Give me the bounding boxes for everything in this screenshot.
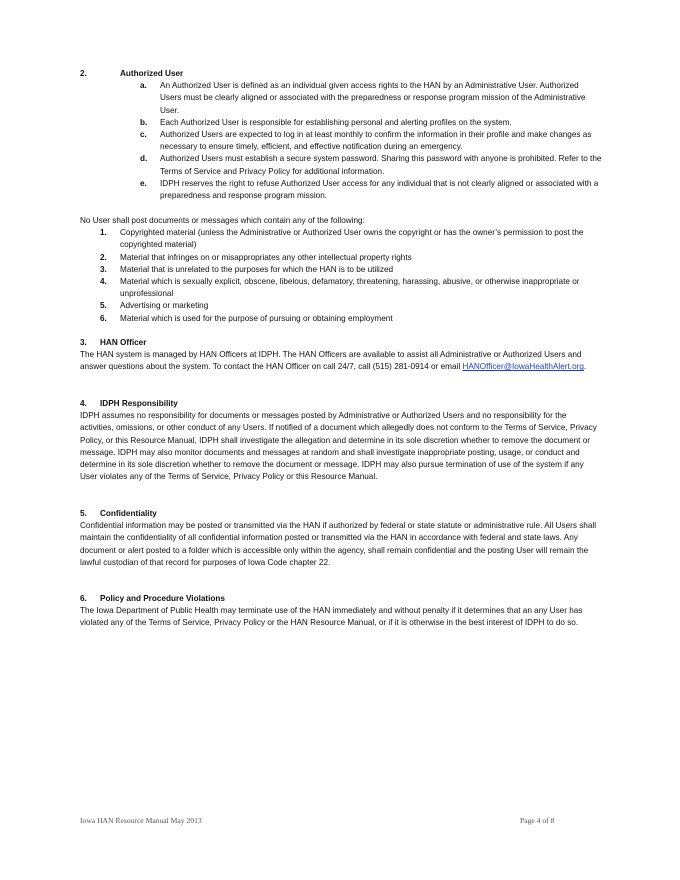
item-text: Authorized Users must establish a secure system password. Sharing this password with anyone is prohibited. Refer to the Terms of Service and Privacy Policy for additional information. xyxy=(160,154,602,176)
item-text: Material that infringes on or misappropriates any other intellectual property rights xyxy=(120,252,412,262)
item-text: Material that is unrelated to the purposes for which the HAN is to be utilized xyxy=(120,264,394,274)
sentence-end: . xyxy=(583,362,587,372)
section-heading xyxy=(80,593,602,605)
section-title: Confidentiality xyxy=(100,509,157,518)
list-item xyxy=(80,80,602,117)
list-item xyxy=(80,227,602,251)
footer-title: Iowa HAN Resource Manual May 2013 xyxy=(80,816,202,825)
section-confidentiality xyxy=(80,508,602,569)
section-policy-violations xyxy=(80,593,602,630)
list-item xyxy=(80,252,602,264)
list-item xyxy=(80,264,602,276)
section-heading xyxy=(80,398,602,410)
item-text: Authorized Users are expected to log in at least monthly to confirm the information in their profile and make changes as necessary to ensure timely, efficient, and effective notification during an emergency. xyxy=(160,130,592,152)
list-item xyxy=(80,129,602,153)
section-idph-responsibility xyxy=(80,398,602,483)
section-han-officer xyxy=(80,337,602,374)
list-item xyxy=(80,313,602,325)
section-body xyxy=(80,349,602,373)
list-item xyxy=(80,178,602,202)
prohibited-intro: No User shall post documents or messages which contain any of the following: xyxy=(80,216,365,225)
section-title: HAN Officer xyxy=(100,338,147,347)
item-label: 1. xyxy=(100,228,107,238)
section-body: Confidential information may be posted or transmitted via the HAN if authorized by federal or state statute or administrative rule. All Users shall maintain the confidentiality of all confidential information posted or transmitted via the HAN in accordance with federal and state laws. Any document or alert posted to a folder which is accessible only within the agency, shall remain confidential and the posting User will remain the lawful custodian of that record for purposes of Iowa Code chapter 22. xyxy=(80,521,597,567)
footer-page-number: Page 4 of 8 xyxy=(520,816,555,825)
section-number: 4. xyxy=(80,399,87,408)
item-label: c. xyxy=(140,130,147,140)
item-text: IDPH reserves the right to refuse Authorized User access for any individual that is not clearly aligned or associated with a preparedness and response program mission. xyxy=(160,178,599,201)
list-item xyxy=(80,117,602,129)
section-heading xyxy=(80,508,602,520)
section-heading xyxy=(80,68,602,80)
list-item xyxy=(80,300,602,312)
item-label: 5. xyxy=(100,301,107,311)
item-text: Material which is sexually explicit, obscene, libelous, defamatory, threatening, harassing, abusive, or otherwise inappropriate or unprofessional xyxy=(120,277,580,299)
section-number: 2. xyxy=(80,69,87,78)
section-title: Authorized User xyxy=(120,69,184,78)
han-officer-email-link[interactable]: HANOfficer@IowaHealthAlert.org xyxy=(462,362,584,372)
item-text: Material which is used for the purpose of pursuing or obtaining employment xyxy=(120,313,393,323)
section-body: IDPH assumes no responsibility for documents or messages posted by Administrative or Authorized Users and no responsibility for the activities, omissions, or other conduct of any Users. If notified of a document which allegedly does not conform to the Terms of Service, Privacy Policy, or this Resource Manual, IDPH shall investigate the allegation and determine in its sole discretion whether to remove the document or message. IDPH may also monitor documents and messages at random and shall investigate inappropriate posting, usage, or conduct and determine in its sole discretion whether to remove the document or message. IDPH may also pursue termination of use of the system if any User violates any of the Terms of Service, Privacy Policy or this Resource Manual. xyxy=(80,411,597,482)
item-text: Each Authorized User is responsible for establishing personal and alerting profiles on the system. xyxy=(160,117,512,127)
item-text: Advertising or marketing xyxy=(120,301,209,311)
section-number: 5. xyxy=(80,509,87,518)
section-heading xyxy=(80,337,602,349)
prohibited-content xyxy=(80,215,602,325)
section-number: 3. xyxy=(80,338,87,347)
item-label: 3. xyxy=(100,264,107,274)
item-label: 2. xyxy=(100,252,107,262)
section-title: Policy and Procedure Violations xyxy=(100,594,225,603)
item-label: d. xyxy=(140,154,148,164)
list-item xyxy=(80,153,602,177)
item-label: e. xyxy=(140,178,147,188)
item-label: 4. xyxy=(100,277,107,287)
section-title: IDPH Responsibility xyxy=(100,399,178,408)
item-label: 6. xyxy=(100,313,107,323)
item-text: Copyrighted material (unless the Administrative or Authorized User owns the copyright or has the owner’s permission to post the copyrighted material) xyxy=(120,228,584,250)
list-item xyxy=(80,276,602,300)
item-label: a. xyxy=(140,81,147,91)
section-authorized-user xyxy=(80,68,602,202)
section-body: The Iowa Department of Public Health may terminate use of the HAN immediately and without penalty if it determines that an any User has violated any of the Terms of Service, Privacy Policy or the HAN Resource Manual, or if it is otherwise in the best interest of IDPH to do so. xyxy=(80,606,583,628)
item-text: An Authorized User is defined as an individual given access rights to the HAN by an Administrative User. Authorized Users must be clearly aligned or associated with the preparedness or response program mission of the Administrative User. xyxy=(160,81,586,115)
item-label: b. xyxy=(140,117,148,127)
section-number: 6. xyxy=(80,594,87,603)
section-text: The HAN system is managed by HAN Officers at IDPH. The HAN Officers are available to assist all Administrative or Authorized Users and answer questions about the system. To contact the HAN Officer on call 24/7, call (515) 281-0914 or email xyxy=(80,350,582,372)
